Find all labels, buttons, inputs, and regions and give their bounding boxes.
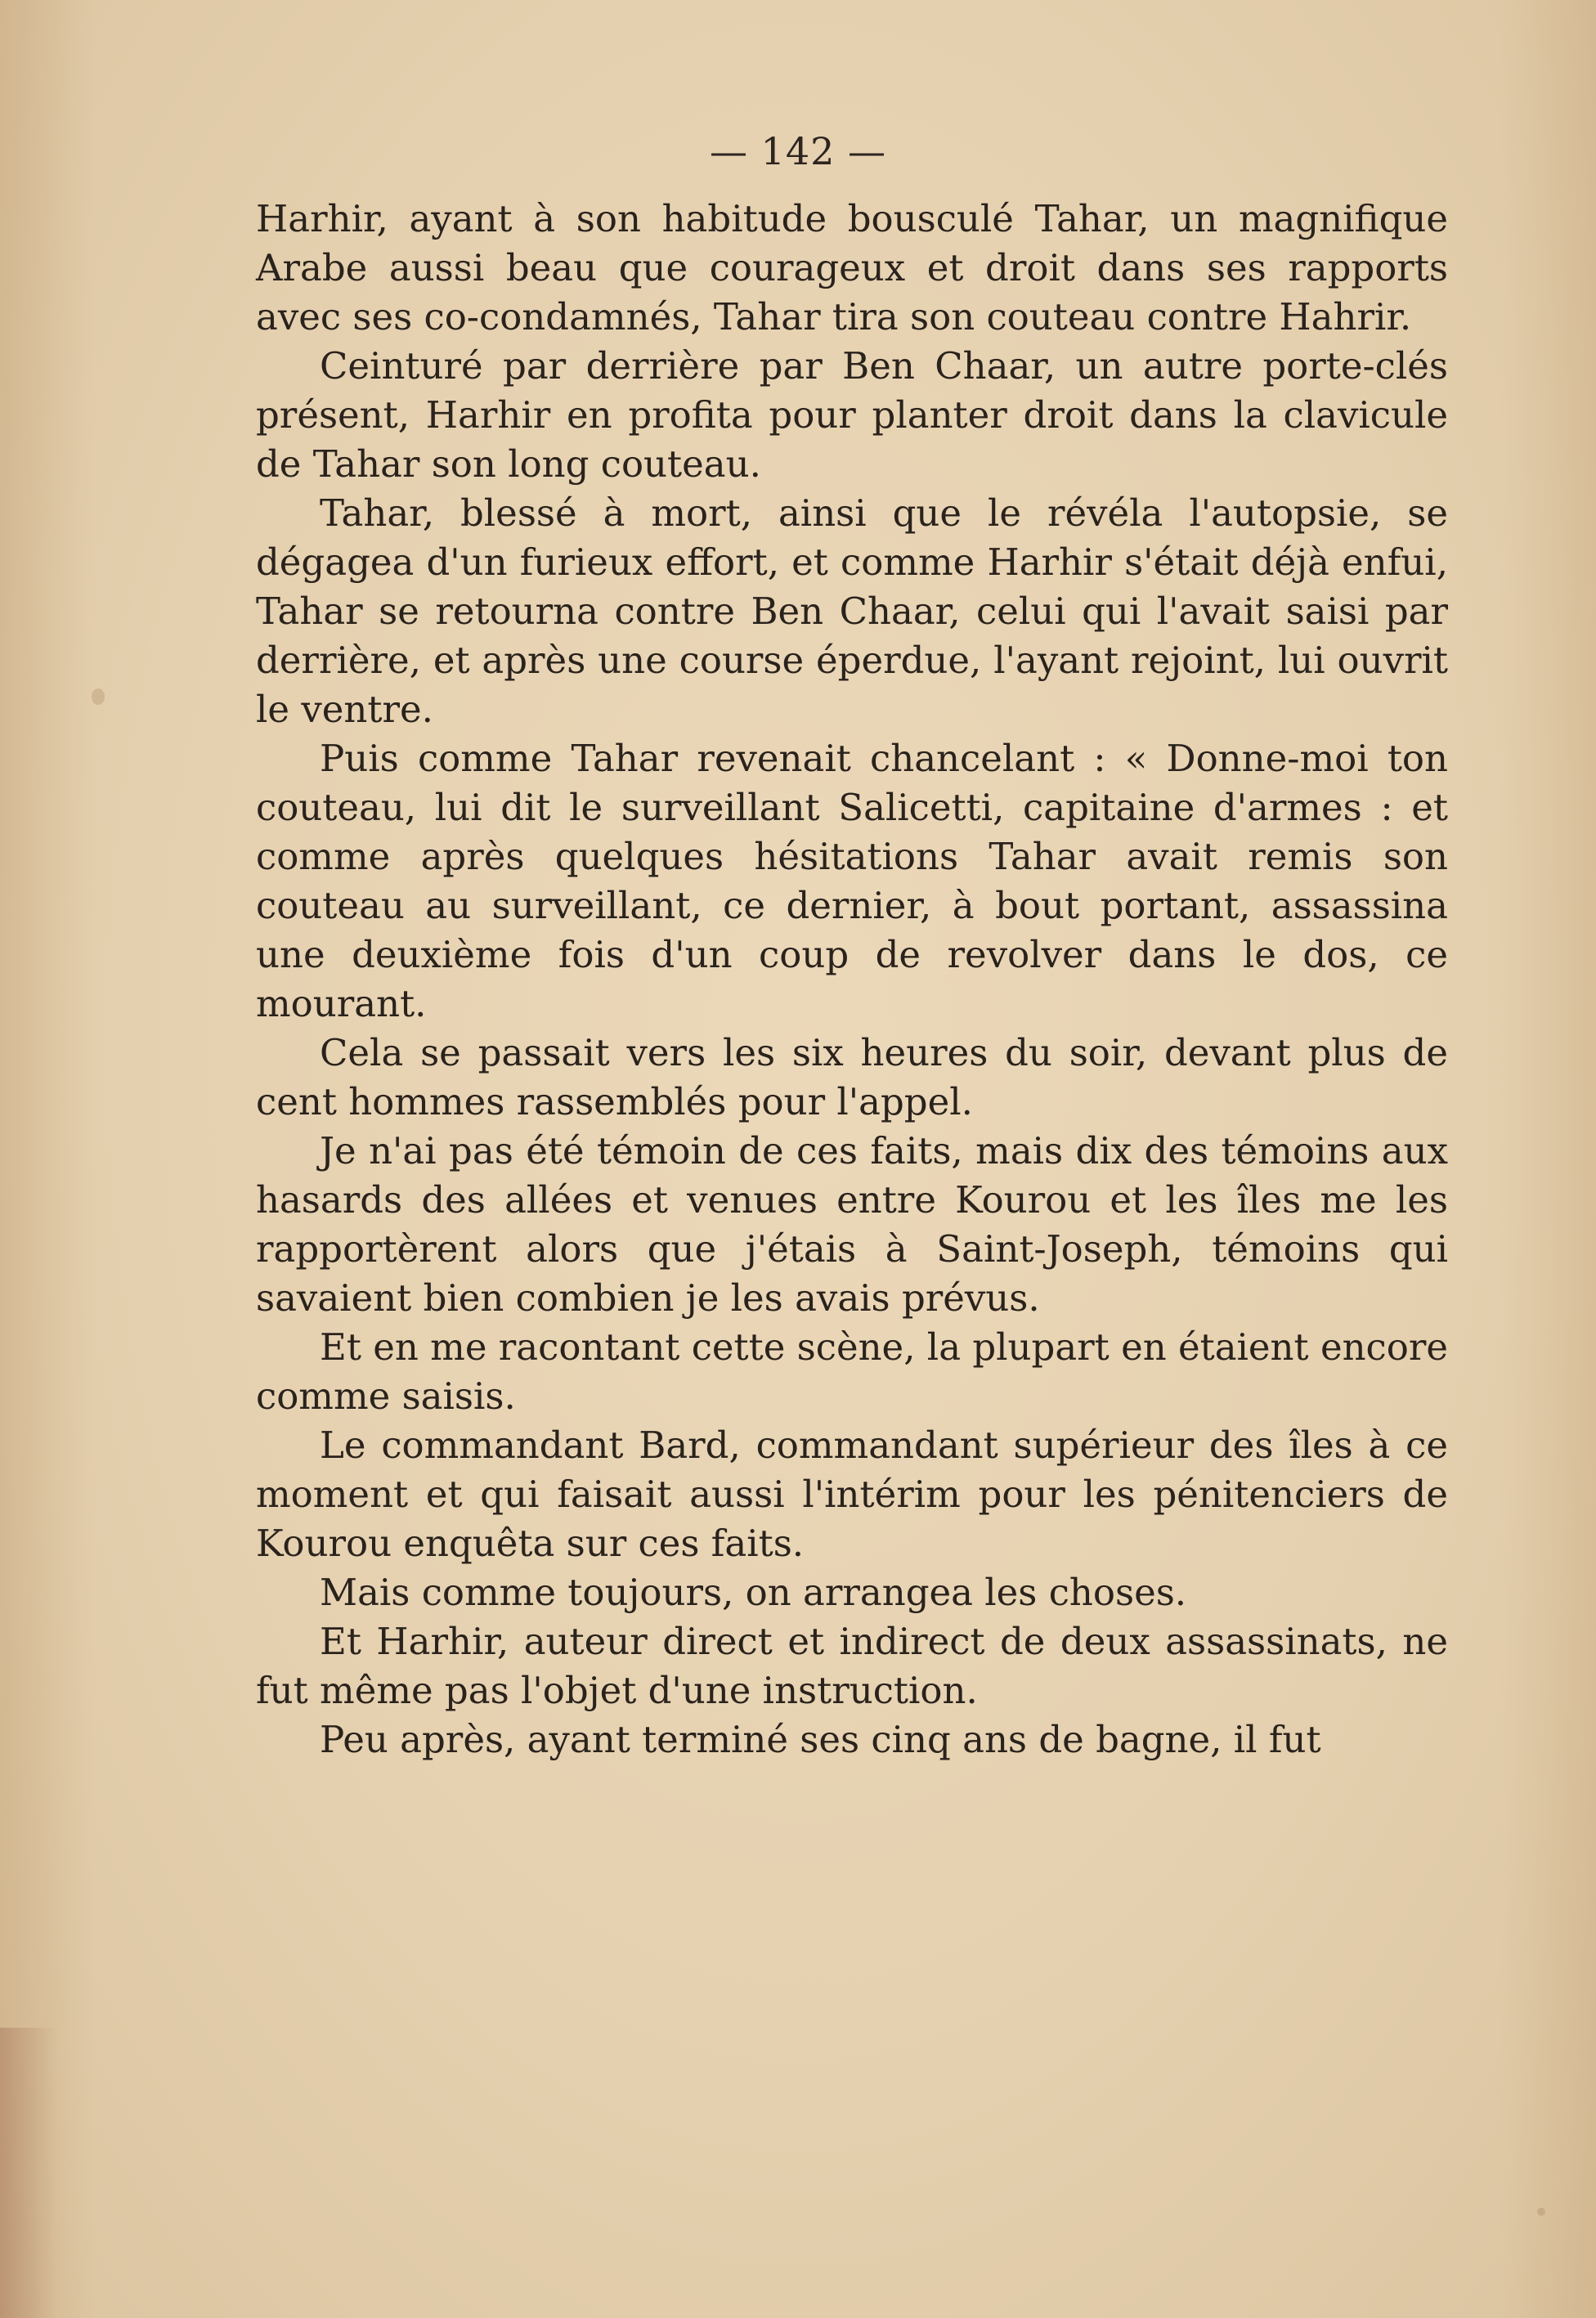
paragraph: Puis comme Tahar revenait chancelant : « Donne-moi ton couteau, lui dit le surveillant Salicetti, capitaine d'armes : et comme après quelques hésitations Tahar avait remis son couteau au surveillant, ce dernier, à bout portant, assassina une deuxième fois d'un coup de revolver dans le dos, ce mourant.: [256, 737, 1448, 1025]
paragraph: Je n'ai pas été témoin de ces faits, mais dix des témoins aux hasards des allées et venues entre Kourou et les îles me les rapportèrent alors que j'étais à Saint-Joseph, témoins qui savaient bien combien je les avais prévus.: [256, 1129, 1448, 1320]
paragraph: Peu après, ayant terminé ses cinq ans de bagne, il fut: [320, 1718, 1321, 1761]
body-text: [256, 195, 1448, 1764]
paper-stain: [92, 688, 105, 705]
paragraph: Et en me racontant cette scène, la plupart en étaient encore comme saisis.: [256, 1325, 1448, 1418]
page-number: — 142 —: [709, 129, 887, 173]
paragraph: Le commandant Bard, commandant supérieur des îles à ce moment et qui faisait aussi l'intérim pour les pénitenciers de Kourou enquêta sur ces faits.: [256, 1424, 1448, 1565]
paper-stain: [1537, 2208, 1545, 2216]
paragraph: Ceinturé par derrière par Ben Chaar, un autre porte-clés présent, Harhir en profita pour planter droit dans la clavicule de Tahar son long couteau.: [256, 344, 1448, 486]
paragraph: Et Harhir, auteur direct et indirect de deux assassinats, ne fut même pas l'objet d'une instruction.: [256, 1620, 1448, 1712]
paper-edge-stain: [0, 2028, 57, 2318]
paragraph: Harhir, ayant à son habitude bousculé Tahar, un magnifique Arabe aussi beau que courageux et droit dans ses rapports avec ses co-condamnés, Tahar tira son couteau contre Hahrir.: [256, 197, 1448, 339]
paragraph: Cela se passait vers les six heures du soir, devant plus de cent hommes rassemblés pour l'appel.: [256, 1031, 1448, 1123]
paragraph: Tahar, blessé à mort, ainsi que le révéla l'autopsie, se dégagea d'un furieux effort, et comme Harhir s'était déjà enfui, Tahar se retourna contre Ben Chaar, celui qui l'avait saisi par derrière, et après une course éperdue, l'ayant rejoint, lui ouvrit le ventre.: [256, 491, 1448, 731]
paragraph: Mais comme toujours, on arrangea les choses.: [320, 1571, 1187, 1614]
